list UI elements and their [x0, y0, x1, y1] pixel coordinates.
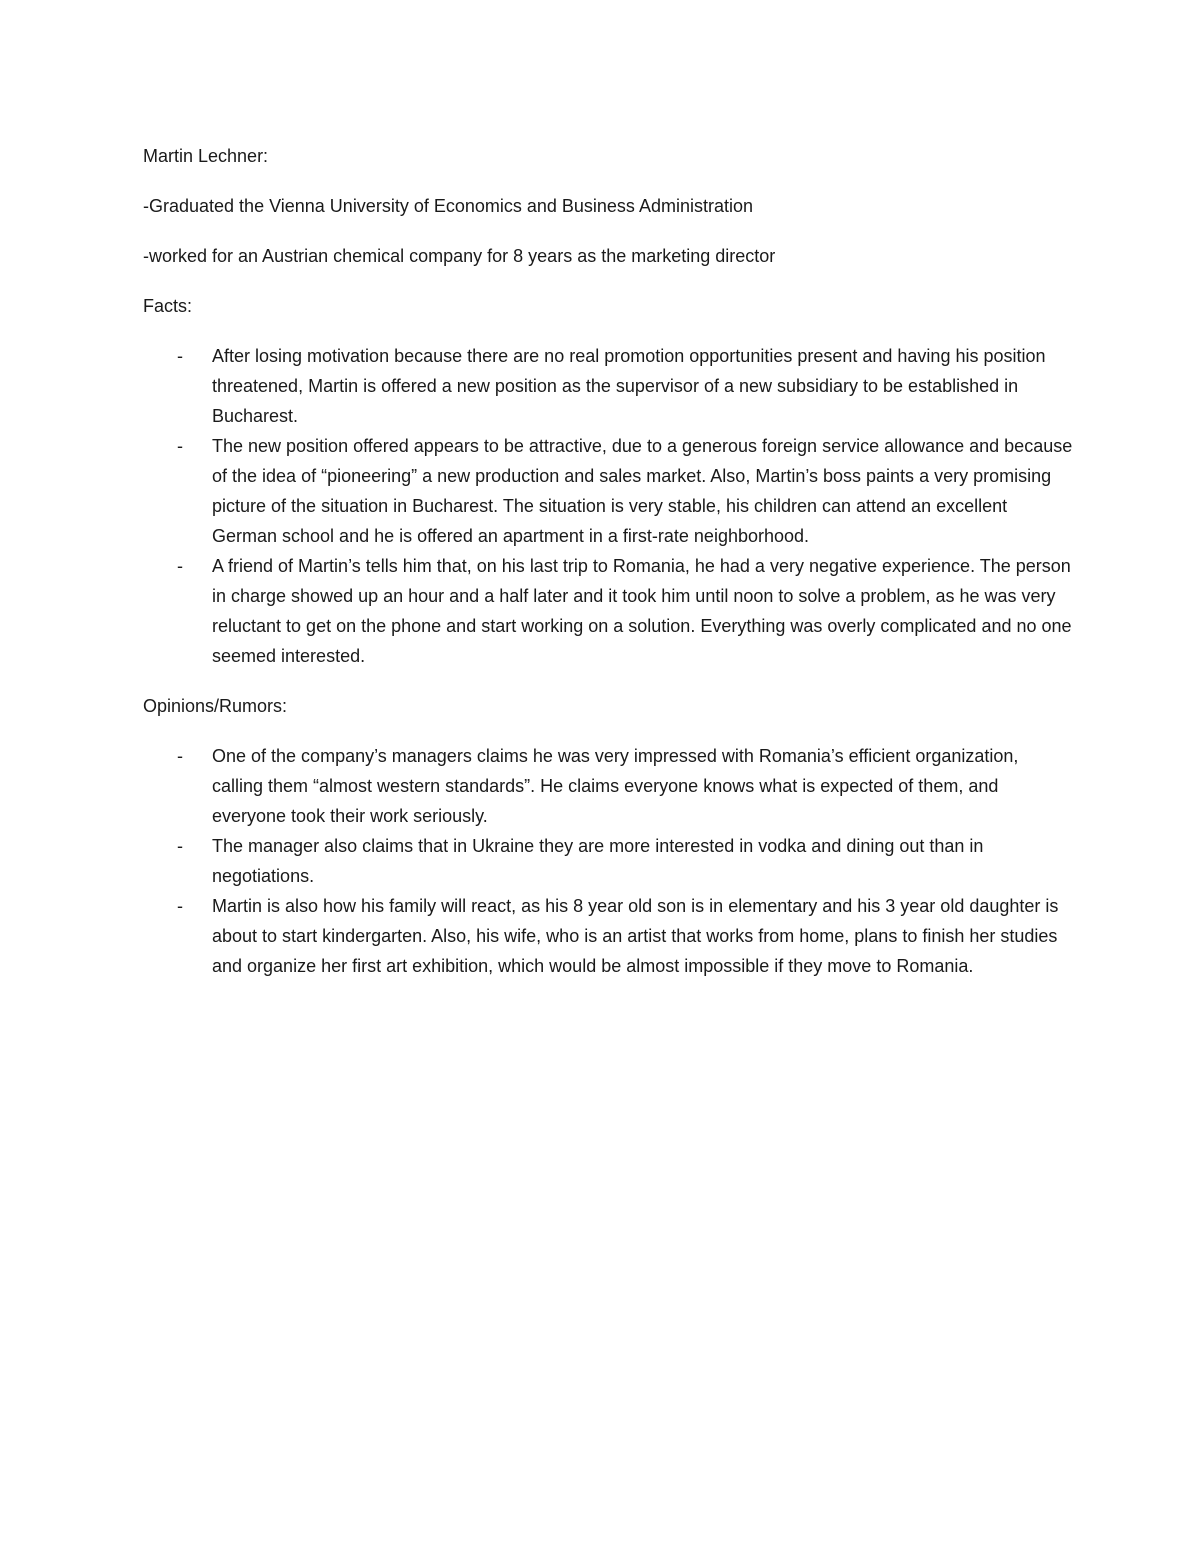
dash-bullet: - [177, 556, 183, 576]
dash-bullet: - [177, 346, 183, 366]
list-item [143, 831, 1073, 891]
opinion-text: One of the company’s managers claims he was very impressed with Romania’s efficient organization, calling them “almost western standards”. He claims everyone knows what is expected of them, and everyone took their work seriously. [212, 746, 1019, 826]
opinion-text: The manager also claims that in Ukraine they are more interested in vodka and dining out than in negotiations. [212, 836, 984, 886]
list-item [143, 741, 1073, 831]
document-title: Martin Lechner: [143, 146, 269, 166]
dash-bullet: - [177, 896, 183, 916]
fact-text: The new position offered appears to be attractive, due to a generous foreign service allowance and because of the idea of “pioneering” a new production and sales market. Also, Martin’s boss paints a very promising picture of the situation in Bucharest. The situation is very stable, his children can attend an excellent German school and he is offered an apartment in a first-rate neighborhood. [212, 436, 1073, 546]
facts-heading: Facts: [143, 296, 193, 316]
list-item [143, 341, 1073, 431]
list-item [143, 431, 1073, 551]
opinions-heading: Opinions/Rumors: [143, 696, 288, 716]
fact-text: After losing motivation because there are no real promotion opportunities present and having his position threatened, Martin is offered a new position as the supervisor of a new subsidiary to be established in Bucharest. [212, 346, 1046, 426]
education-line: -Graduated the Vienna University of Economics and Business Administration [143, 196, 753, 216]
work-history-line: -worked for an Austrian chemical company for 8 years as the marketing director [143, 246, 776, 266]
dash-bullet: - [177, 436, 183, 456]
document-body [143, 141, 1073, 1001]
list-item [143, 551, 1073, 671]
fact-text: A friend of Martin’s tells him that, on his last trip to Romania, he had a very negative experience. The person in charge showed up an hour and a half later and it took him until noon to solve a problem, as he was very reluctant to get on the phone and start working on a solution. Everything was overly complicated and no one seemed interested. [212, 556, 1072, 666]
list-item [143, 891, 1073, 981]
opinion-text: Martin is also how his family will react, as his 8 year old son is in elementary and his 3 year old daughter is about to start kindergarten. Also, his wife, who is an artist that works from home, plans to finish her studies and organize her first art exhibition, which would be almost impossible if they move to Romania. [212, 896, 1059, 976]
dash-bullet: - [177, 746, 183, 766]
dash-bullet: - [177, 836, 183, 856]
opinions-list [143, 741, 1073, 981]
facts-list [143, 341, 1073, 671]
